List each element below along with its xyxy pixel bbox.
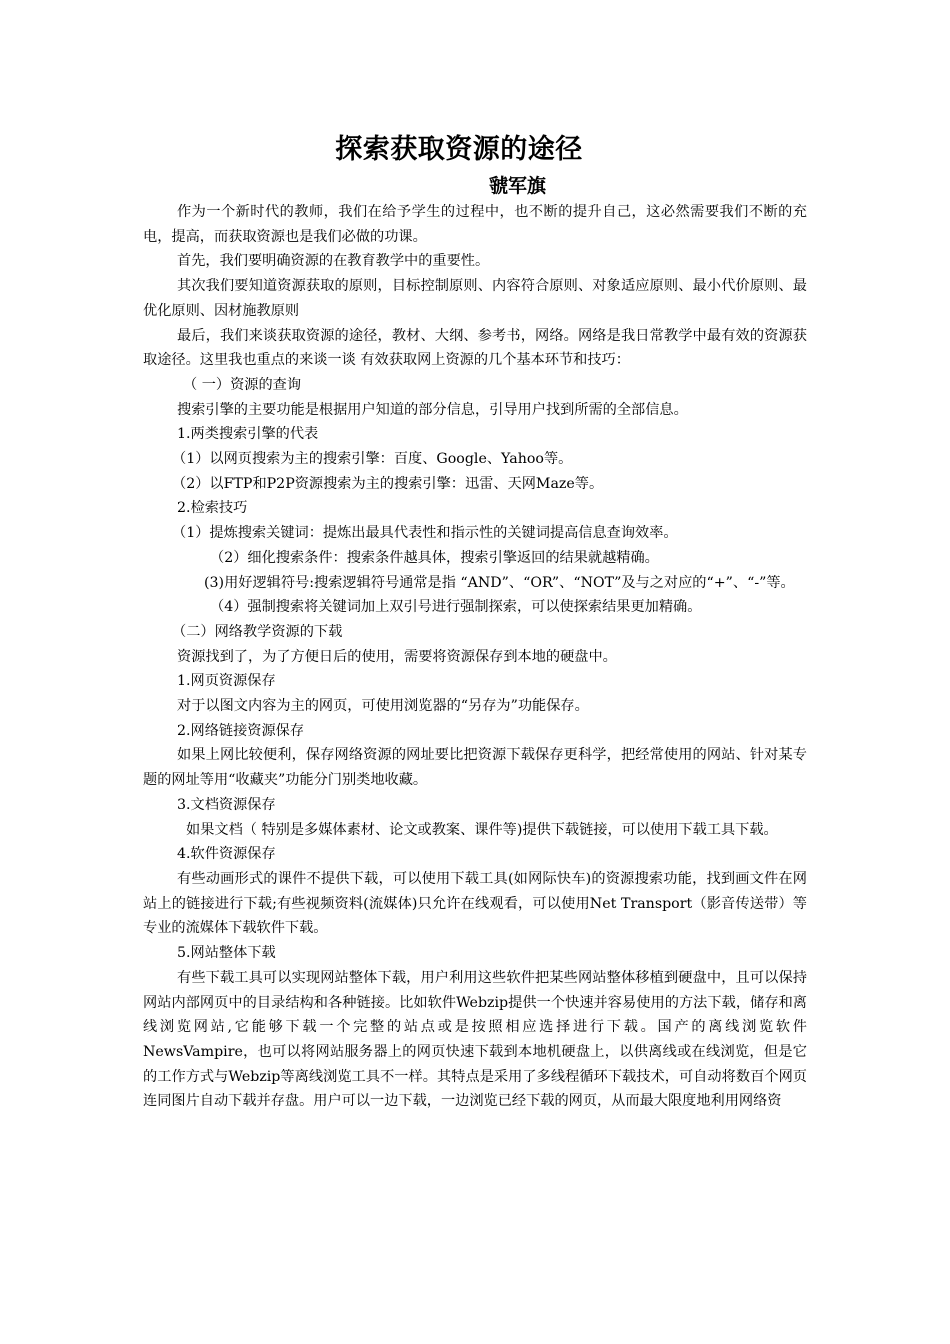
list-item: （4）强制搜索将关键词加上双引号进行强制探索，可以使探索结果更加精确。 [210, 599, 702, 616]
subsection-heading: 1.网页资源保存 [177, 673, 276, 690]
subsection-heading: 3.文档资源保存 [177, 796, 276, 813]
list-item: （1）提炼搜索关键词：提炼出最具代表性和指示性的关键词提高信息查询效率。 [172, 525, 678, 542]
list-item: (3)用好逻辑符号:搜索逻辑符号通常是指 “AND”、“OR”、“NOT”及与之对应的“+”、“-”等。 [204, 574, 795, 591]
paragraph: 资源找到了，为了方便日后的使用，需要将资源保存到本地的硬盘中。 [177, 648, 617, 665]
section-heading: （二）网络教学资源的下载 [172, 623, 343, 640]
subsection-heading: 5.网站整体下载 [177, 945, 276, 962]
paragraph: 如果文档（ 特别是多媒体素材、论文或教案、课件等)提供下载链接，可以使用下载工具下载。 [186, 821, 778, 838]
paragraph: 最后，我们来谈获取资源的途径，教材、大纲、参考书，网络。网络是我日常教学中最有效的资源获取途径。这里我也重点的来谈一谈 有效获取网上资源的几个基本环节和技巧： [143, 327, 807, 369]
subsection-heading: 4.软件资源保存 [177, 846, 276, 863]
subsection-heading: 2.网络链接资源保存 [177, 722, 305, 739]
paragraph: 有些动画形式的课件不提供下载，可以使用下载工具(如网际快车)的资源搜索功能，找到画文件在网站上的链接进行下载;有些视频资料(流媒体)只允许在线观看，可以使用Net Transport（影音传送带）等专业的流媒体下载软件下载。 [143, 870, 807, 937]
paragraph: 首先，我们要明确资源的在教育教学中的重要性。 [177, 253, 490, 270]
list-item: （1）以网页搜索为主的搜索引擎：百度、Google、Yahoo等。 [172, 451, 573, 468]
paragraph: 有些下载工具可以实现网站整体下载，用户利用这些软件把某些网站整体移植到硬盘中，且可以保持网站内部网页中的目录结构和各种链接。比如软件Webzip提供一个快速并容易使用的方法下载，储存和离线浏览网站,它能够下载一个完整的站点或是按照相应选择进行下载。国产的离线浏览软件NewsVampire，也可以将网站服务器上的网页快速下载到本地机硬盘上，以供离线或在线浏览，但是它的工作方式与Webzip等离线浏览工具不一样。其特点是采用了多线程循环下载技术，可自动将数百个网页连同图片自动下载并存盘。用户可以一边下载，一边浏览已经下载的网页，从而最大限度地利用网络资 [143, 969, 807, 1110]
subsection-heading: 2.检索技巧 [177, 500, 248, 517]
paragraph: 如果上网比较便利，保存网络资源的网址要比把资源下载保存更科学，把经常使用的网站、针对某专题的网址等用“收藏夹”功能分门别类地收藏。 [143, 747, 807, 789]
section-heading: （ 一）资源的查询 [183, 376, 302, 393]
paragraph: 对于以图文内容为主的网页，可使用浏览器的“另存为”功能保存。 [177, 698, 589, 715]
paragraph: 搜索引擎的主要功能是根据用户知道的部分信息，引导用户找到所需的全部信息。 [177, 401, 688, 418]
subsection-heading: 1.两类搜索引擎的代表 [177, 426, 319, 443]
document-body [143, 200, 807, 1114]
document-author: 虢军旗 [489, 175, 547, 197]
paragraph: 其次我们要知道资源获取的原则，目标控制原则、内容符合原则、对象适应原则、最小代价原则、最优化原则、因材施教原则 [143, 278, 807, 319]
paragraph: 作为一个新时代的教师，我们在给予学生的过程中，也不断的提升自己，这必然需要我们不断的充电，提高，而获取资源也是我们必做的功课。 [143, 204, 807, 245]
list-item: （2）细化搜索条件：搜索条件越具体，搜索引擎返回的结果就越精确。 [210, 549, 659, 566]
list-item: （2）以FTP和P2P资源搜索为主的搜索引擎：迅雷、天网Maze等。 [172, 475, 604, 492]
document-title: 探索获取资源的途径 [335, 134, 583, 165]
